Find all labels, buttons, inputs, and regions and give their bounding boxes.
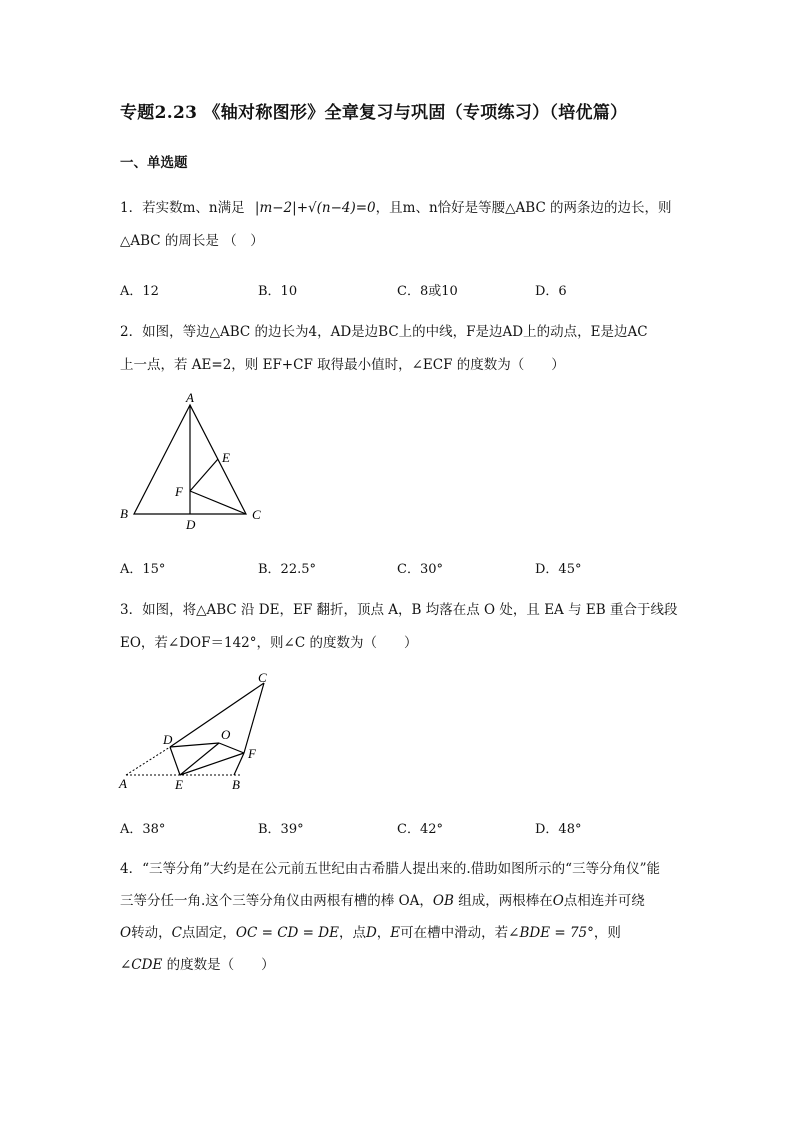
q1-option-d[interactable]: D．6: [535, 284, 567, 299]
q3-label-o: O: [221, 727, 231, 742]
q3-option-d[interactable]: D．48°: [535, 822, 582, 837]
question-4-line-2: [120, 891, 645, 911]
question-4-line-3: [120, 923, 621, 943]
question-2-line-1: 2．如图，等边△ABC 的边长为4，AD是边BC上的中线，F是边AD上的动点，E是边AC: [120, 324, 648, 340]
question-4-line-1: 4．“三等分角”大约是在公元前五世纪由古希腊人提出来的.借助如图所示的“三等分角仪”能: [120, 861, 660, 877]
q4-var-d: D: [365, 925, 377, 941]
q3-label-a: A: [119, 776, 127, 791]
q4-var-c: C: [171, 925, 182, 941]
q4-line3-l: ，则: [593, 925, 621, 941]
q4-line3-d: 点固定，: [181, 925, 236, 941]
q4-var-o: O: [552, 893, 564, 909]
q3-label-b: B: [232, 777, 240, 792]
q4-angle-bde: ∠BDE = 75°: [508, 925, 594, 941]
q4-line3-f: ，点: [338, 925, 366, 941]
q4-line3-j: 可在槽中滑动，若: [400, 925, 509, 941]
q2-triangle-figure: [110, 392, 280, 532]
q4-line3-h: ，: [376, 925, 391, 941]
q3-label-c: C: [258, 670, 267, 685]
q3-label-d: D: [163, 732, 173, 747]
question-3-line-1: 3．如图，将△ABC 沿 DE，EF 翻折，顶点 A，B 均落在点 O 处，且 EA 与 EB 重合于线段: [120, 602, 678, 618]
q2-option-a[interactable]: A．15°: [120, 562, 166, 577]
q2-label-c: C: [252, 507, 261, 522]
q3-label-f: F: [248, 746, 256, 761]
q2-option-d[interactable]: D．45°: [535, 562, 582, 577]
question-1-line-2: △ABC 的周长是 （ ）: [120, 233, 264, 249]
q1-formula: |m−2|+√(n−4)=0: [254, 200, 376, 216]
q4-line2-c: 组成，两根棒在: [453, 893, 553, 909]
q1-option-b[interactable]: B．10: [258, 284, 298, 299]
q1-option-a[interactable]: A．12: [120, 284, 159, 299]
section-heading: 一、单选题: [120, 155, 188, 171]
q4-line4-b: 的度数是（ ）: [162, 957, 275, 973]
q1-suffix: ，且m、n恰好是等腰△ABC 的两条边的边长，则: [375, 200, 672, 216]
q2-option-c[interactable]: C．30°: [397, 562, 443, 577]
q3-label-e: E: [175, 777, 183, 792]
q2-option-b[interactable]: B．22.5°: [258, 562, 316, 577]
q2-label-b: B: [120, 506, 128, 521]
question-2-line-2: 上一点，若 AE=2，则 EF+CF 取得最小值时，∠ECF 的度数为（ ）: [120, 357, 565, 373]
q4-line2-e: 点相连并可绕: [563, 893, 645, 909]
q4-equation: OC = CD = DE: [235, 925, 339, 941]
page-title: 专题2.23 《轴对称图形》全章复习与巩固（专项练习）（培优篇）: [120, 103, 628, 123]
q3-option-b[interactable]: B．39°: [258, 822, 304, 837]
q4-line3-b: 转动，: [131, 925, 172, 941]
q2-label-f: F: [175, 484, 183, 499]
q4-var-o2: O: [120, 925, 132, 941]
q1-prefix: 1．若实数m、n满足: [120, 200, 245, 216]
q3-fold-figure: [112, 668, 282, 796]
question-3-line-2: EO，若∠DOF＝142°，则∠C 的度数为（ ）: [120, 635, 418, 651]
q3-option-c[interactable]: C．42°: [397, 822, 443, 837]
question-4-line-4: [120, 955, 275, 975]
q4-angle-cde: ∠CDE: [120, 957, 163, 973]
q1-option-c[interactable]: C．8或10: [397, 284, 458, 299]
q4-var-e: E: [390, 925, 401, 941]
q2-label-e: E: [222, 450, 230, 465]
q4-line2-a: 三等分任一角.这个三等分角仪由两根有槽的棒 OA，: [120, 893, 433, 909]
q3-option-a[interactable]: A．38°: [120, 822, 166, 837]
q4-var-ob: OB: [432, 893, 454, 909]
question-1-line-1: [120, 198, 672, 218]
q2-label-d: D: [186, 517, 196, 532]
q2-label-a: A: [186, 392, 194, 405]
